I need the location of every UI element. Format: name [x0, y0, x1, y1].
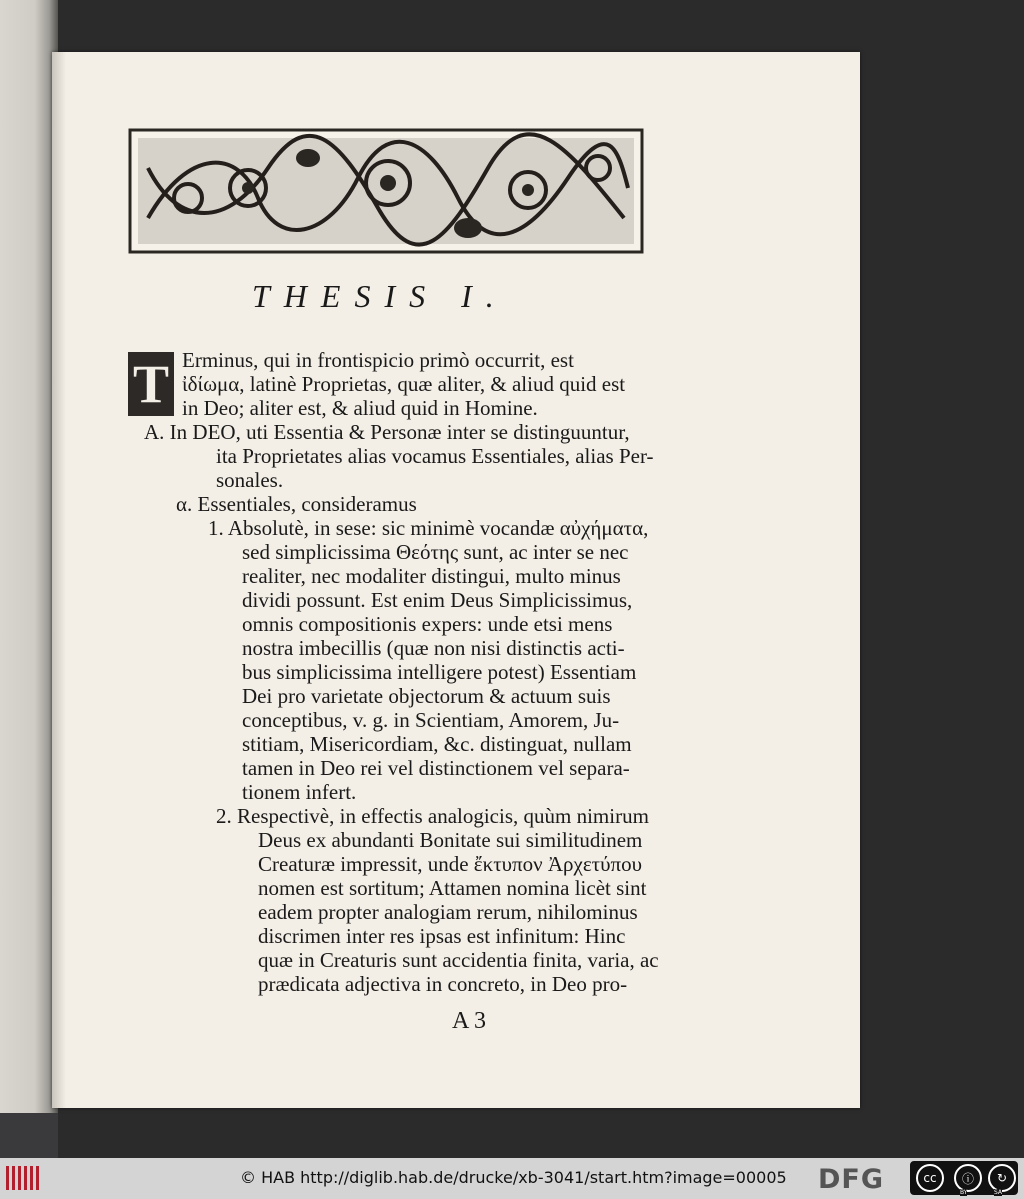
text-line-25: discrimen inter res ipsas est infinitum: Hinc	[258, 924, 626, 948]
facing-page-shadow	[0, 1113, 58, 1158]
cc-icon: cc	[916, 1164, 944, 1192]
text-line-10: realiter, nec modaliter distingui, multo minus	[242, 564, 621, 588]
book-page	[52, 52, 860, 1108]
text-line-17: stitiam, Misericordiam, &c. distinguat, nullam	[242, 732, 632, 756]
text-line-16: conceptibus, v. g. in Scientiam, Amorem, Ju-	[242, 708, 620, 732]
facing-page-edge	[0, 0, 58, 1158]
text-line-6: sonales.	[216, 468, 284, 492]
page-title: THESIS I.	[252, 278, 508, 314]
sa-label: SA	[994, 1189, 1003, 1196]
sa-icon: ↻	[988, 1164, 1016, 1192]
text-line-8: 1. Absolutè, in sese: sic minimè vocandæ αὐχήματα,	[208, 516, 649, 540]
text-line-26: quæ in Creaturis sunt accidentia finita, varia, ac	[258, 948, 659, 972]
drop-cap-initial: T	[128, 352, 174, 416]
text-line-21: Deus ex abundanti Bonitate sui similitudinem	[258, 828, 643, 852]
cc-license-badge[interactable]	[910, 1161, 1018, 1195]
text-line-2: ἰδίωμα, latinè Proprietas, quæ aliter, & aliud quid est	[182, 372, 626, 396]
text-line-13: nostra imbecillis (quæ non nisi distinctis acti-	[242, 636, 625, 660]
text-line-14: bus simplicissima intelligere potest) Essentiam	[242, 660, 637, 684]
footer-bar	[0, 1158, 1024, 1199]
text-line-5: ita Proprietates alias vocamus Essentiales, alias Per-	[216, 444, 654, 468]
by-icon: ⓘ	[954, 1164, 982, 1192]
text-line-20: 2. Respectivè, in effectis analogicis, quùm nimirum	[216, 804, 649, 828]
ornament-headpiece	[128, 128, 644, 254]
text-line-9: sed simplicissima Θεότης sunt, ac inter se nec	[242, 540, 629, 564]
text-line-7: α. Essentiales, consideramus	[176, 492, 417, 516]
text-line-27: prædicata adjectiva in concreto, in Deo pro-	[258, 972, 628, 996]
text-line-11: dividi possunt. Est enim Deus Simplicissimus,	[242, 588, 633, 612]
text-line-4: A. In DEO, uti Essentia & Personæ inter se distinguuntur,	[144, 420, 630, 444]
text-line-24: eadem propter analogiam rerum, nihilominus	[258, 900, 638, 924]
page-signature: A 3	[452, 1008, 487, 1034]
text-line-22: Creaturæ impressit, unde ἔκτυπον Ἀρχετύπου	[258, 852, 642, 876]
page-spine-shadow	[52, 52, 66, 1108]
text-line-3: in Deo; aliter est, & aliud quid in Homine.	[182, 396, 538, 420]
copyright-link[interactable]: © HAB http://diglib.hab.de/drucke/xb-3041/start.htm?image=00005	[240, 1168, 787, 1187]
text-line-1: Erminus, qui in frontispicio primò occurrit, est	[182, 348, 574, 372]
text-line-23: nomen est sortitum; Attamen nomina licèt sint	[258, 876, 647, 900]
text-line-18: tamen in Deo rei vel distinctionem vel separa-	[242, 756, 630, 780]
text-line-15: Dei pro varietate objectorum & actuum suis	[242, 684, 611, 708]
text-line-12: omnis compositionis expers: unde etsi mens	[242, 612, 613, 636]
dfg-logo: DFG	[818, 1164, 885, 1195]
by-label: BY	[960, 1189, 968, 1196]
hab-logo-icon	[6, 1166, 40, 1190]
text-line-19: tionem infert.	[242, 780, 357, 804]
